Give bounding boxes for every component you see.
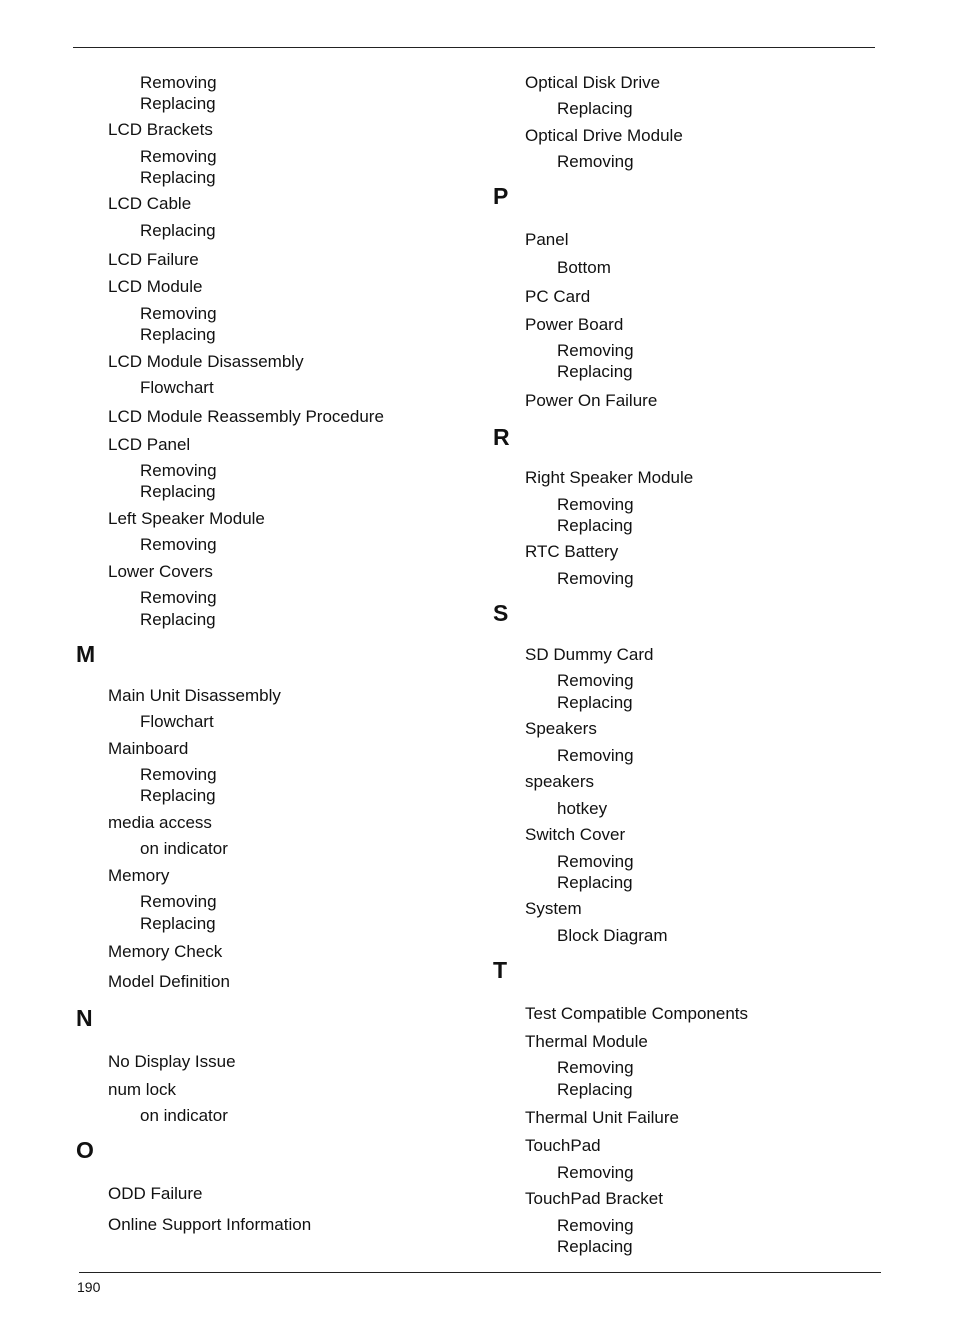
footer-rule — [79, 1272, 881, 1273]
index-subentry-removing: Removing — [140, 73, 217, 92]
index-entry-pc-card: PC Card — [525, 287, 591, 306]
index-entry-rtc-battery: RTC Battery — [525, 542, 619, 561]
index-subentry-replacing: Replacing — [557, 516, 633, 535]
index-entry-speakers: Speakers — [525, 719, 597, 738]
index-entry-left-speaker-module: Left Speaker Module — [108, 509, 265, 528]
section-letter-p: P — [493, 183, 509, 209]
index-subentry-replacing: Replacing — [140, 482, 216, 501]
index-entry-thermal-module: Thermal Module — [525, 1032, 648, 1051]
index-subentry-removing: Removing — [140, 892, 217, 911]
index-entry-optical-drive-module: Optical Drive Module — [525, 126, 683, 145]
index-entry-no-display-issue: No Display Issue — [108, 1052, 236, 1071]
index-entry-power-on-failure: Power On Failure — [525, 391, 658, 410]
index-entry-main-unit-disassembly: Main Unit Disassembly — [108, 686, 281, 705]
index-subentry-removing: Removing — [140, 461, 217, 480]
index-entry-optical-disk-drive: Optical Disk Drive — [525, 73, 661, 92]
section-letter-t: T — [493, 957, 508, 983]
index-entry-media-access: media access — [108, 813, 212, 832]
index-subentry-removing: Removing — [557, 1058, 634, 1077]
index-entry-lcd-cable: LCD Cable — [108, 194, 192, 213]
section-letter-o: O — [76, 1137, 94, 1163]
index-subentry-removing: Removing — [557, 746, 634, 765]
index-entry-lcd-module: LCD Module — [108, 277, 203, 296]
index-entry-speakers: speakers — [525, 772, 594, 791]
index-entry-lcd-brackets: LCD Brackets — [108, 120, 213, 139]
index-subentry-replacing: Replacing — [557, 693, 633, 712]
index-subentry-removing: Removing — [557, 1216, 634, 1235]
index-subentry-removing: Removing — [557, 1163, 634, 1182]
index-entry-switch-cover: Switch Cover — [525, 825, 626, 844]
index-entry-touchpad: TouchPad — [525, 1136, 601, 1155]
index-entry-right-speaker-module: Right Speaker Module — [525, 468, 694, 487]
index-subentry-removing: Removing — [557, 152, 634, 171]
index-subentry-replacing: Replacing — [557, 362, 633, 381]
index-entry-lower-covers: Lower Covers — [108, 562, 213, 581]
section-letter-s: S — [493, 600, 509, 626]
index-entry-touchpad-bracket: TouchPad Bracket — [525, 1189, 663, 1208]
index-entry-lcd-failure: LCD Failure — [108, 250, 199, 269]
index-subentry-replacing: Replacing — [140, 168, 216, 187]
index-subentry-replacing: Replacing — [557, 873, 633, 892]
index-subentry-replacing: Replacing — [140, 221, 216, 240]
index-entry-num-lock: num lock — [108, 1080, 177, 1099]
index-subentry-removing: Removing — [557, 569, 634, 588]
index-entry-system: System — [525, 899, 582, 918]
section-letter-n: N — [76, 1005, 93, 1031]
index-subentry-removing: Removing — [140, 535, 217, 554]
index-entry-sd-dummy-card: SD Dummy Card — [525, 645, 654, 664]
index-subentry-block-diagram: Block Diagram — [557, 926, 668, 945]
index-subentry-flowchart: Flowchart — [140, 378, 214, 397]
index-entry-memory: Memory — [108, 866, 170, 885]
index-entry-mainboard: Mainboard — [108, 739, 189, 758]
section-letter-m: M — [76, 641, 96, 667]
index-subentry-removing: Removing — [557, 341, 634, 360]
index-entry-thermal-unit-failure: Thermal Unit Failure — [525, 1108, 679, 1127]
index-entry-memory-check: Memory Check — [108, 942, 223, 961]
index-entry-lcd-module-reassembly-procedure: LCD Module Reassembly Procedure — [108, 407, 384, 426]
index-entry-odd-failure: ODD Failure — [108, 1184, 203, 1203]
index-subentry-removing: Removing — [557, 671, 634, 690]
section-letter-r: R — [493, 424, 510, 450]
index-subentry-replacing: Replacing — [140, 94, 216, 113]
index-entry-lcd-module-disassembly: LCD Module Disassembly — [108, 352, 304, 371]
index-subentry-hotkey: hotkey — [557, 799, 608, 818]
index-subentry-on-indicator: on indicator — [140, 1106, 228, 1125]
page-number: 190 — [77, 1279, 101, 1295]
index-subentry-removing: Removing — [140, 147, 217, 166]
index-subentry-replacing: Replacing — [557, 99, 633, 118]
index-subentry-removing: Removing — [140, 765, 217, 784]
index-subentry-replacing: Replacing — [557, 1080, 633, 1099]
index-entry-test-compatible-components: Test Compatible Components — [525, 1004, 749, 1023]
index-entry-power-board: Power Board — [525, 315, 624, 334]
index-subentry-replacing: Replacing — [557, 1237, 633, 1256]
index-entry-lcd-panel: LCD Panel — [108, 435, 191, 454]
index-subentry-flowchart: Flowchart — [140, 712, 214, 731]
index-entry-model-definition: Model Definition — [108, 972, 230, 991]
index-subentry-replacing: Replacing — [140, 786, 216, 805]
index-subentry-on-indicator: on indicator — [140, 839, 228, 858]
index-subentry-removing: Removing — [140, 304, 217, 323]
index-subentry-replacing: Replacing — [140, 914, 216, 933]
index-subentry-removing: Removing — [557, 495, 634, 514]
index-subentry-removing: Removing — [140, 588, 217, 607]
index-entry-online-support-information: Online Support Information — [108, 1215, 312, 1234]
index-subentry-replacing: Replacing — [140, 325, 216, 344]
index-subentry-replacing: Replacing — [140, 610, 216, 629]
index-subentry-removing: Removing — [557, 852, 634, 871]
index-entry-panel: Panel — [525, 230, 569, 249]
index-subentry-bottom: Bottom — [557, 258, 611, 277]
